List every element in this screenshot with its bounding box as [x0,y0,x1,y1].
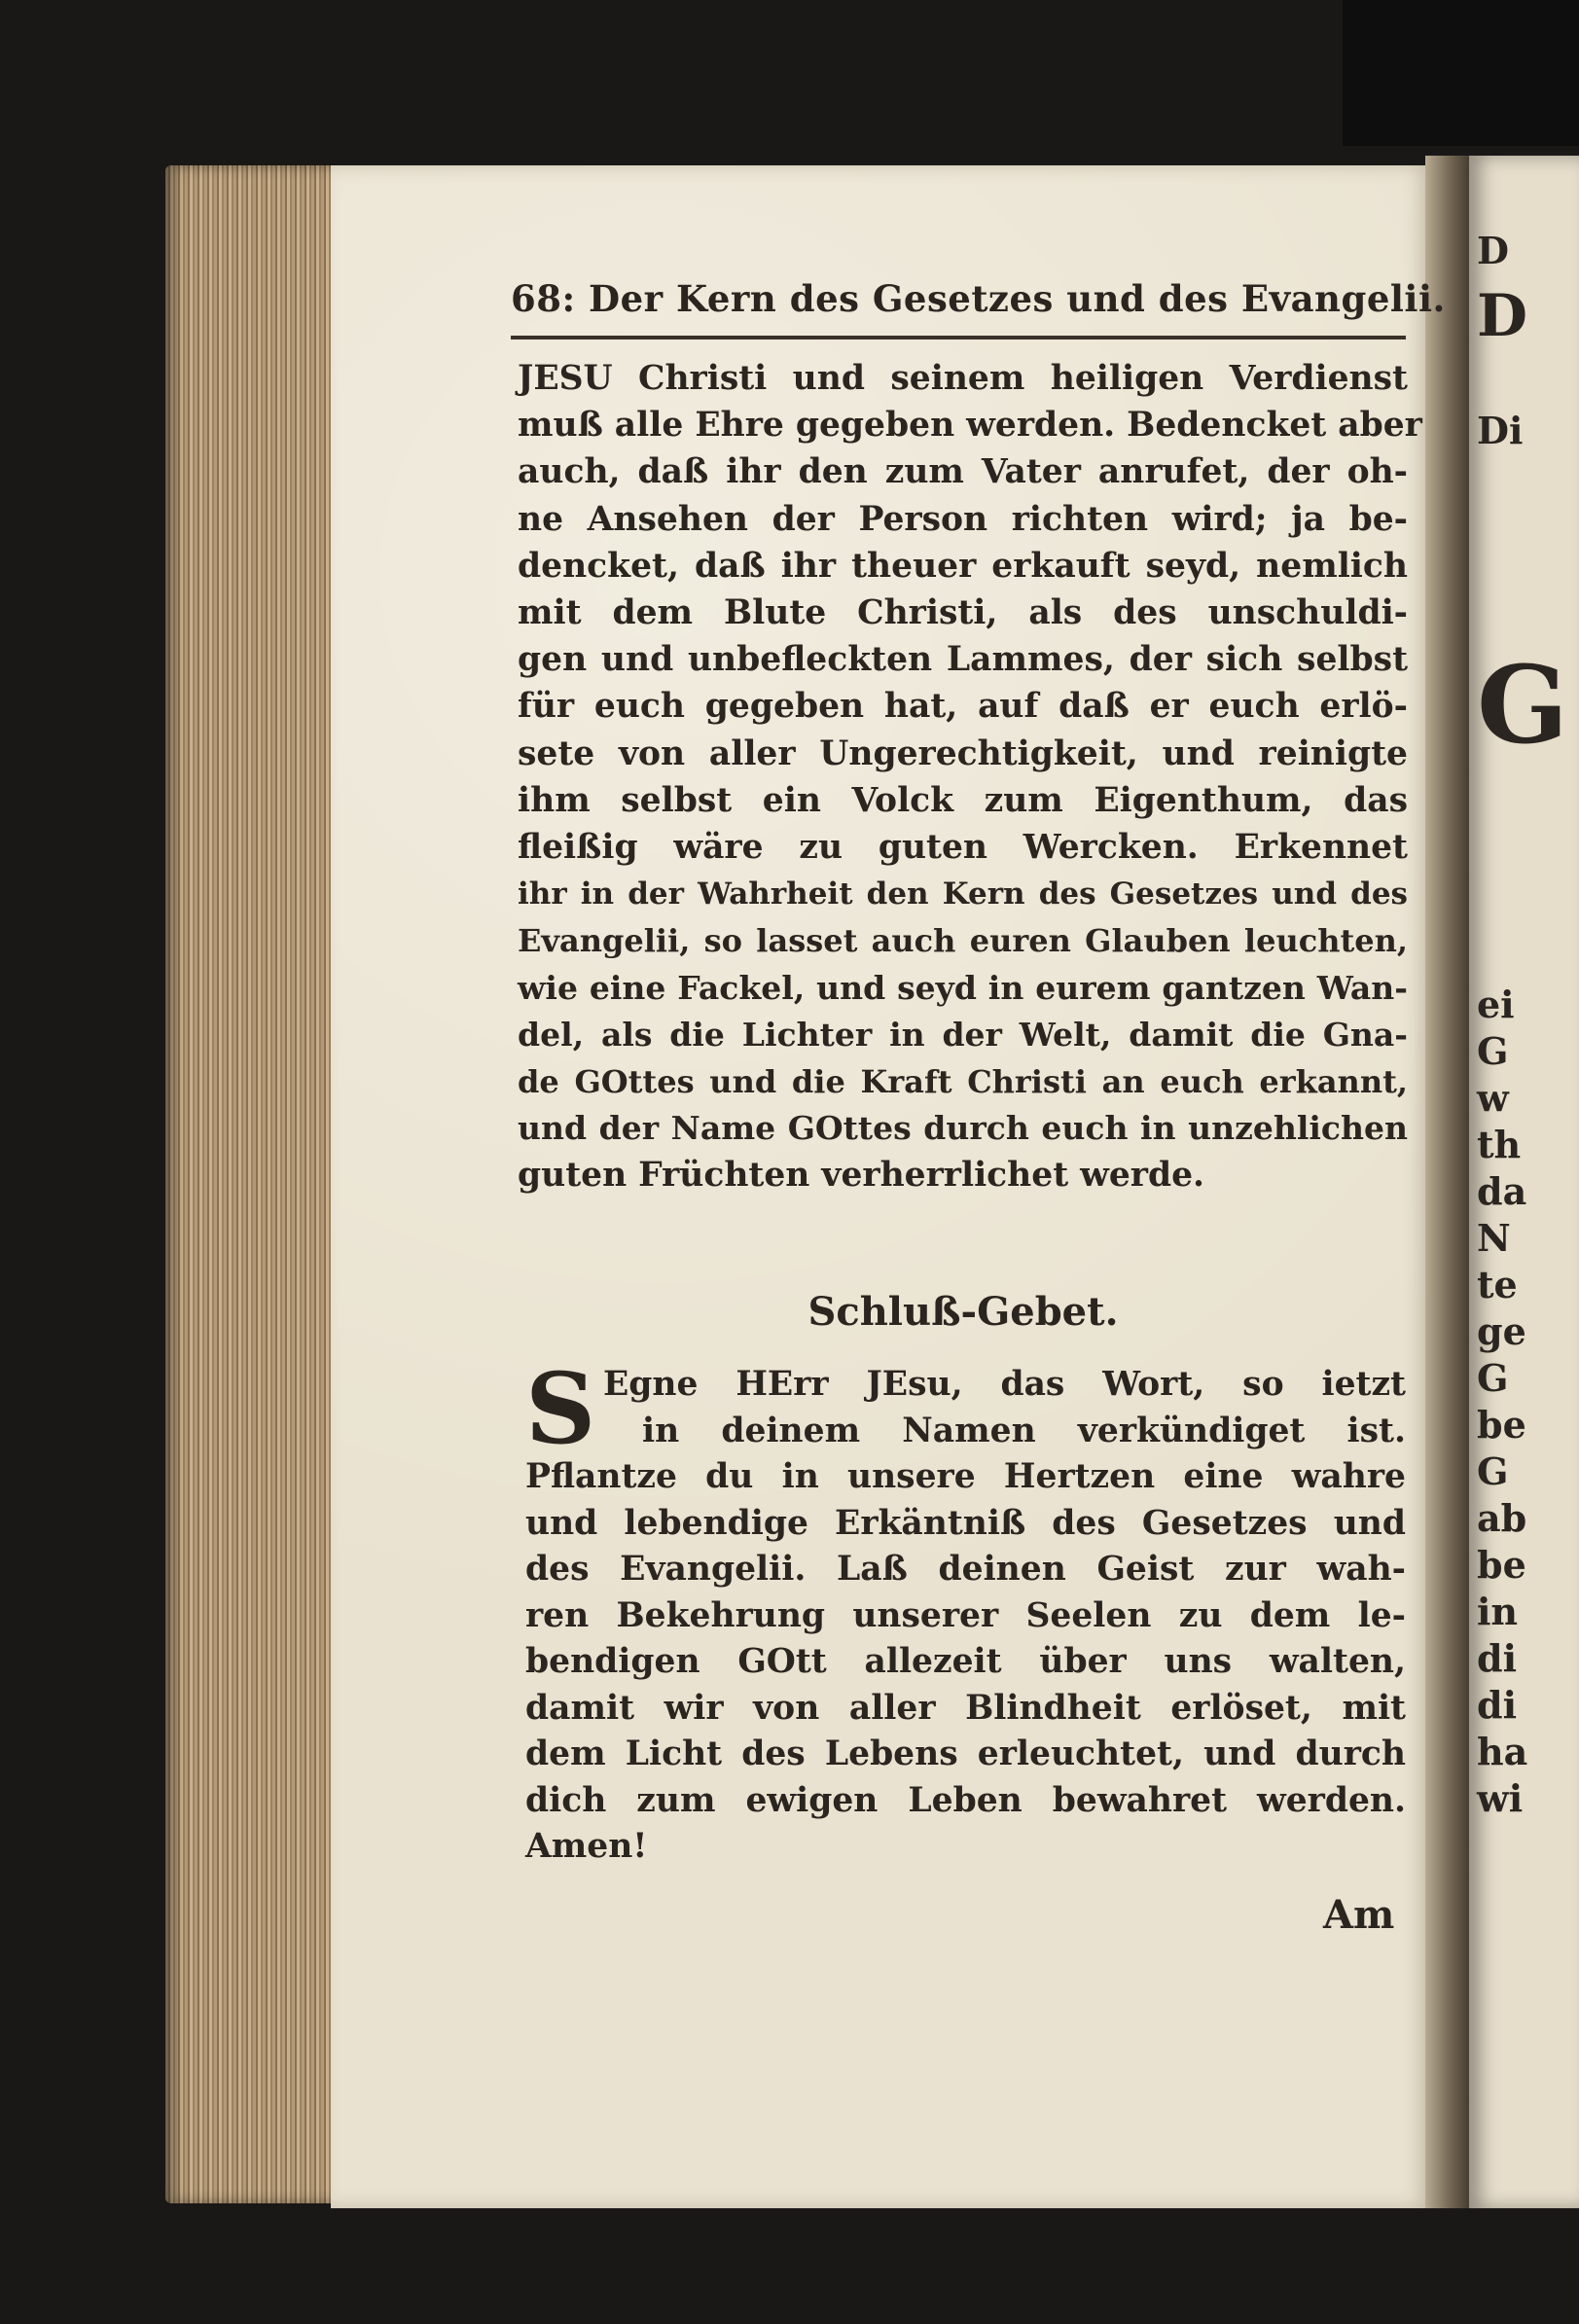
background-dark [1343,0,1579,146]
prayer-line: Egne HErr JEsu, das Wort, so ietzt [603,1365,1406,1404]
text-line: muß alle Ehre gegeben werden. Bedencket aber [518,406,1422,446]
fragment: G [1477,1356,1509,1400]
running-title: Der Kern des Gesetzes und des Evangelii. [589,277,1446,320]
text-line: ihr in der Wahrheit den Kern des Gesetzes und des [518,876,1408,912]
text-line: ihm selbst ein Volck zum Eigenthum, das [518,780,1408,820]
fragment: G [1477,1449,1509,1493]
text-line: fleißig wäre zu guten Wercken. Erkennet [518,828,1408,868]
fragment: be [1477,1543,1526,1587]
fragment: ha [1477,1730,1528,1773]
prayer-line: Pflantze du in unsere Hertzen eine wahre [525,1457,1406,1496]
fragment: da [1477,1169,1527,1213]
drop-cap: S [525,1351,596,1466]
prayer-line: in deinem Namen verkündiget ist. [642,1411,1406,1450]
right-page-fragment [1469,156,1579,2208]
page-number: 68: [511,277,576,320]
fragment: w [1477,1076,1509,1120]
fragment: ab [1477,1496,1527,1540]
prayer-line: dich zum ewigen Leben bewahret werden. [525,1780,1406,1820]
text-line: Evangelii, so lasset auch euren Glauben leuchten, [518,922,1408,960]
prayer-line: des Evangelii. Laß deinen Geist zur wah- [525,1550,1406,1589]
fragment: te [1477,1263,1518,1306]
prayer-line: bendigen GOtt allezeit über uns walten, [525,1642,1406,1681]
running-head [511,277,1446,320]
text-line: de GOttes und die Kraft Christi an euch erkannt, [518,1063,1408,1101]
fragment: di [1477,1683,1518,1727]
prayer-line: ren Bekehrung unserer Seelen zu dem le- [525,1595,1406,1635]
gutter [1425,156,1474,2208]
text-line: del, als die Lichter in der Welt, damit die Gna- [518,1015,1408,1054]
fragment: be [1477,1403,1526,1447]
text-line: sete von aller Ungerechtigkeit, und reinigte [518,733,1408,773]
text-line: mit dem Blute Christi, als des unschuldi- [518,593,1408,633]
fragment: Di [1477,409,1524,452]
prayer-paragraph [525,1351,1406,1871]
prayer-line: damit wir von aller Blindheit erlöset, mit [525,1688,1406,1728]
fragment: wi [1477,1776,1524,1820]
fragment: G [1477,1029,1509,1073]
fragment: D [1477,282,1528,350]
prayer-line: dem Licht des Lebens erleuchtet, und durch [525,1734,1406,1773]
text-line: auch, daß ihr den zum Vater anrufet, der oh- [518,452,1408,492]
catchword: Am [1323,1892,1395,1938]
fragment: th [1477,1123,1522,1166]
text-line: wie eine Fackel, und seyd in eurem gantzen Wan- [518,968,1408,1007]
text-line: ne Ansehen der Person richten wird; ja be- [518,499,1408,539]
prayer-line: Amen! [525,1827,648,1866]
fragment: ei [1477,983,1515,1026]
fragment: N [1477,1216,1511,1260]
fragment: in [1477,1590,1519,1633]
text-line: guten Früchten verherrlichet werde. [518,1156,1205,1196]
fragment: ge [1477,1309,1526,1353]
text-line: JESU Christi und seinem heiligen Verdienst [518,359,1408,398]
section-title: Schluß-Gebet. [807,1289,1119,1335]
header-rule [511,336,1406,340]
text-line: und der Name GOttes durch euch in unzehlichen [518,1109,1408,1148]
prayer-line: und lebendige Erkäntniß des Gesetzes und [525,1503,1406,1543]
text-line: gen und unbefleckten Lammes, der sich selbst [518,640,1408,680]
text-line: für euch gegeben hat, auf daß er euch erlö- [518,687,1408,727]
fragment: D [1477,229,1509,272]
fragment: di [1477,1636,1518,1680]
body-paragraph [518,355,1422,1199]
fragment: G [1477,642,1568,768]
text-line: dencket, daß ihr theuer erkauft seyd, nemlich [518,546,1408,586]
